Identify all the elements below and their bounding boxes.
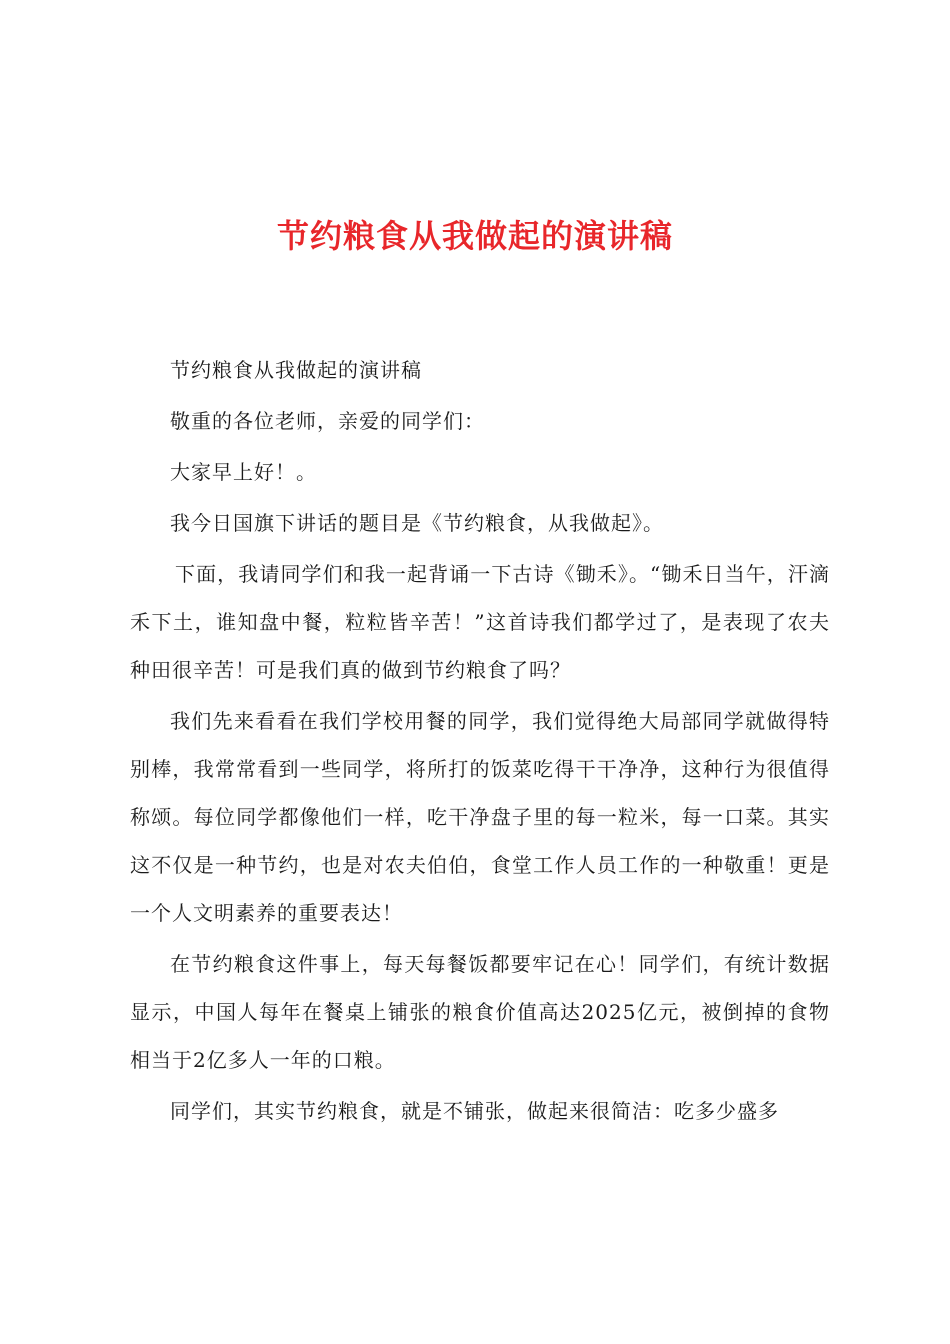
paragraph-greeting-address: 敬重的各位老师，亲爱的同学们： — [170, 409, 485, 433]
paragraph-good-morning: 大家早上好！。 — [170, 460, 317, 484]
paragraph-canteen: 我们先来看看在我们学校用餐的同学，我们觉得绝大局部同学就做得特别棒，我常常看到一些同学，将所打的饭菜吃得干干净净，这种行为很值得称颂。每位同学都像他们一样，吃干净盘子里的每一粒米，每一口菜。其实这不仅是一种节约，也是对农夫伯伯，食堂工作人员工作的一种敬重！更是一个人文明素养的重要表达！ — [130, 709, 830, 925]
paragraph-statistics: 在节约粮食这件事上，每天每餐饭都要牢记在心！同学们，有统计数据显示，中国人每年在餐桌上铺张的粮食价值高达2025亿元，被倒掉的食物相当于2亿多人一年的口粮。 — [130, 952, 830, 1072]
document-body — [130, 346, 830, 1138]
paragraph-conclusion: 同学们，其实节约粮食，就是不铺张，做起来很简洁：吃多少盛多 — [170, 1099, 779, 1123]
paragraph-heading-repeat: 节约粮食从我做起的演讲稿 — [170, 358, 422, 382]
paragraph-speech-topic: 我今日国旗下讲话的题目是《节约粮食，从我做起》。 — [170, 511, 664, 535]
document-title: 节约粮食从我做起的演讲稿 — [276, 217, 673, 255]
paragraph-poem: 下面，我请同学们和我一起背诵一下古诗《锄禾》。“锄禾日当午，汗滴禾下土，谁知盘中餐，粒粒皆辛苦！”这首诗我们都学过了，是表现了农夫种田很辛苦！可是我们真的做到节约粮食了吗？ — [130, 562, 830, 682]
